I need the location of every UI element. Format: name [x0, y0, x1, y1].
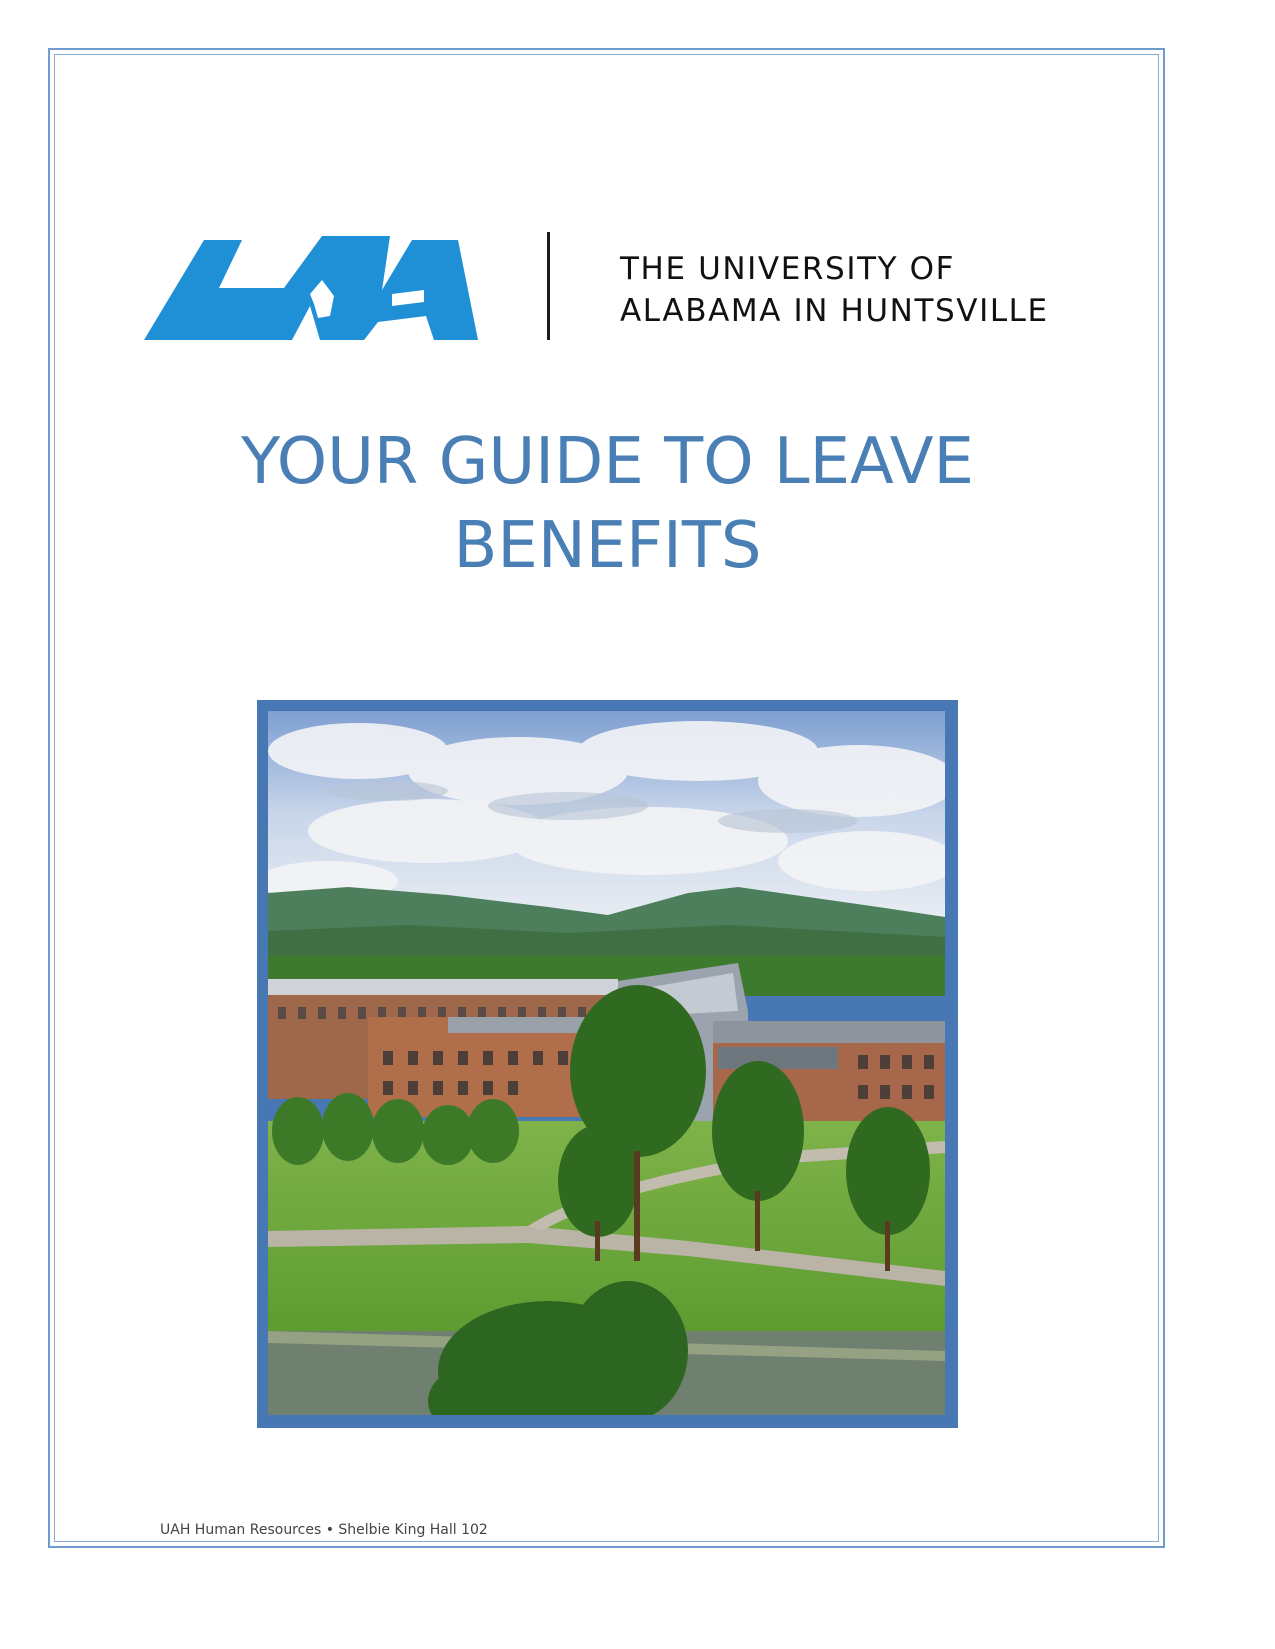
title-line-2: BENEFITS	[453, 509, 762, 583]
campus-photo	[268, 711, 945, 1415]
cover-title	[0, 420, 1215, 588]
title-line-1: YOUR GUIDE TO LEAVE	[241, 425, 974, 499]
university-wordmark	[620, 248, 1049, 332]
campus-photo-frame	[257, 700, 958, 1428]
wordmark-line-2: ALABAMA IN HUNTSVILLE	[620, 293, 1049, 329]
uah-logo-icon	[142, 232, 480, 342]
wordmark-line-1: THE UNIVERSITY OF	[620, 251, 956, 287]
logo-divider	[547, 232, 550, 340]
footer-text: UAH Human Resources • Shelbie King Hall 102	[160, 1522, 488, 1538]
